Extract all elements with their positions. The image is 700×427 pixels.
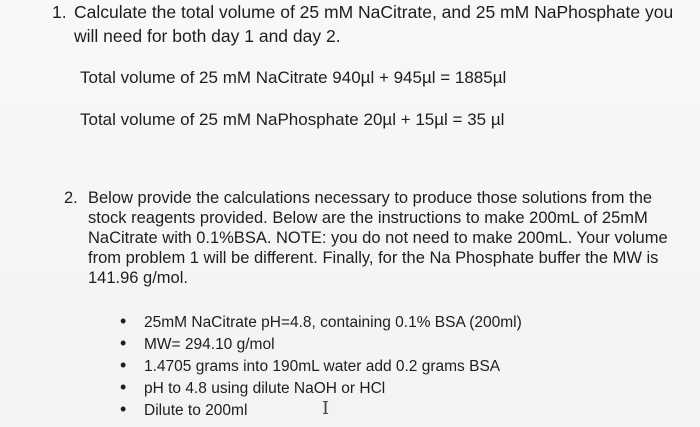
question-1-number: 1.	[52, 2, 67, 22]
bullet-icon: •	[120, 333, 127, 353]
citrate-volume-value: 940µl + 945µl = 1885µl	[332, 68, 507, 87]
question-1	[52, 0, 692, 48]
list-item: • 1.4705 grams into 190mL water add 0.2 grams BSA	[120, 355, 501, 375]
bullet-icon: •	[120, 311, 127, 331]
list-item: • MW= 294.10 g/mol	[120, 333, 275, 353]
list-item: • 25mM NaCitrate pH=4.8, containing 0.1% BSA (200ml)	[120, 311, 522, 331]
question-1-text: Calculate the total volume of 25 mM NaCitrate, and 25 mM NaPhosphate you will need for both day 1 and day 2.	[74, 2, 674, 46]
question-2	[64, 188, 689, 288]
citrate-volume-label: Total volume of 25 mM NaCitrate	[80, 68, 328, 87]
phosphate-volume-value: 20µl + 15µl = 35 µl	[363, 110, 505, 129]
bullet-icon: •	[120, 355, 127, 375]
phosphate-volume-label: Total volume of 25 mM NaPhosphate	[80, 110, 359, 129]
text-cursor-icon: I	[322, 398, 330, 419]
instruction-list	[120, 311, 522, 421]
bullet-icon: •	[120, 399, 127, 419]
list-item: • pH to 4.8 using dilute NaOH or HCl	[120, 377, 386, 397]
bullet-icon: •	[120, 377, 127, 397]
phosphate-volume-equation	[80, 110, 504, 130]
question-2-number: 2.	[64, 189, 78, 207]
citrate-volume-equation	[80, 68, 506, 88]
list-item: • Dilute to 200ml	[120, 399, 248, 419]
question-2-text: Below provide the calculations necessary to produce those solutions from the stock reagents provided. Below are the instructions to make 200mL of 25mM NaCitrate with 0.1%BSA. NOTE: you do not need to make 200mL. Your volume from problem 1 will be different. Finally, for the Na Phosphate buffer the MW is 141.96 g/mol.	[88, 189, 668, 287]
